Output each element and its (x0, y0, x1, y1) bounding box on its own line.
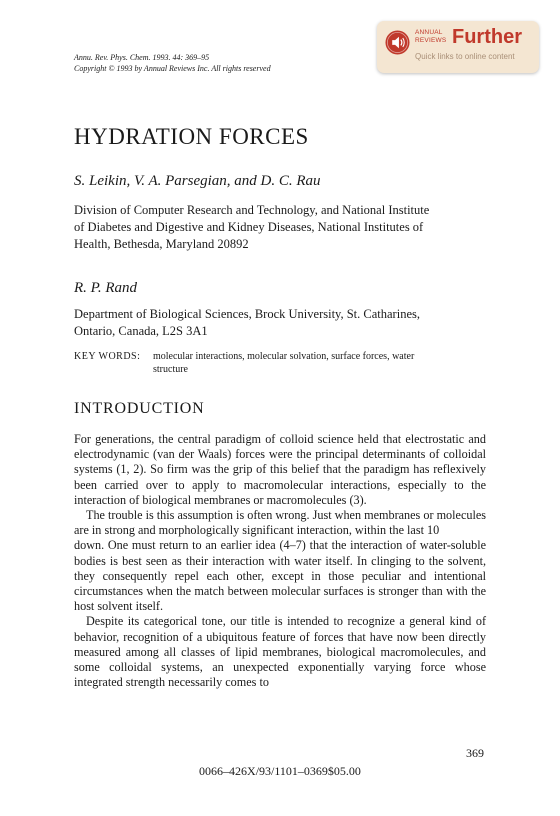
journal-citation (74, 52, 271, 74)
affiliation-line: Division of Computer Research and Technology, and National Institute (74, 203, 430, 217)
quick-links-text: Quick links to online content (415, 52, 515, 61)
brand-line-reviews: REVIEWS (415, 36, 447, 44)
affiliation-line: of Diabetes and Digestive and Kidney Diseases, National Institutes of (74, 220, 424, 234)
keywords-line: structure (153, 364, 188, 375)
speaker-icon (385, 30, 410, 55)
paragraph: The trouble is this assumption is often wrong. Just when membranes or molecules are in strong and morphologically significant interaction, within the last 10 (74, 508, 486, 538)
affiliation-line: Health, Bethesda, Maryland 20892 (74, 237, 249, 251)
keywords-text (153, 350, 493, 376)
paragraph: Despite its categorical tone, our title is intended to recognize a general kind of behavior, recognition of a ubiquitous feature of forces that have now been directly measured among all classes of lipid membranes, biological macromolecules, and some colloidal systems, an unexpected exponentially varying force whose integrated strength necessarily comes to (74, 614, 486, 690)
paragraph: down. One must return to an earlier idea (4–7) that the interaction of water-soluble bodies is best seen as their interaction with water itself. In clinging to the solvent, they consequently repel each other, except in those peculiar and intentional circumstances when the match between molecular surfaces is stronger than with the host solvent itself. (74, 538, 486, 614)
copyright-line: Copyright © 1993 by Annual Reviews Inc. All rights reserved (74, 64, 271, 73)
citation-line: Annu. Rev. Phys. Chem. 1993. 44: 369–95 (74, 53, 210, 62)
page-number: 369 (466, 746, 484, 760)
article-code: 0066–426X/93/1101–0369$05.00 (199, 764, 361, 778)
brand-name (415, 29, 446, 44)
section-heading: INTRODUCTION (74, 400, 205, 417)
affiliation-line: Ontario, Canada, L2S 3A1 (74, 324, 208, 338)
article-title: HYDRATION FORCES (74, 124, 309, 149)
further-label: Further (452, 26, 522, 48)
brand-line-annual: ANNUAL (415, 29, 443, 36)
affiliation-line: Department of Biological Sciences, Brock University, St. Catharines, (74, 307, 420, 321)
author-list-1: S. Leikin, V. A. Parsegian, and D. C. Rau (74, 173, 321, 189)
paragraph: For generations, the central paradigm of colloid science held that electrostatic and electrodynamic (van der Waals) forces were the principal determinants of colloidal systems (1, 2). So firm was the grip of this belief that the paradigm has reflexively been carried over to apply to macromolecular interactions, especially to the interaction of biological membranes or macromolecules (3). (74, 432, 486, 507)
keywords-label: KEY WORDS: (74, 351, 141, 362)
author-list-2: R. P. Rand (74, 280, 138, 296)
further-links-badge[interactable] (377, 21, 539, 73)
affiliation-2 (74, 306, 494, 340)
keywords-line: molecular interactions, molecular solvation, surface forces, water (153, 351, 415, 362)
body-text (74, 432, 486, 690)
affiliation-1 (74, 202, 494, 253)
